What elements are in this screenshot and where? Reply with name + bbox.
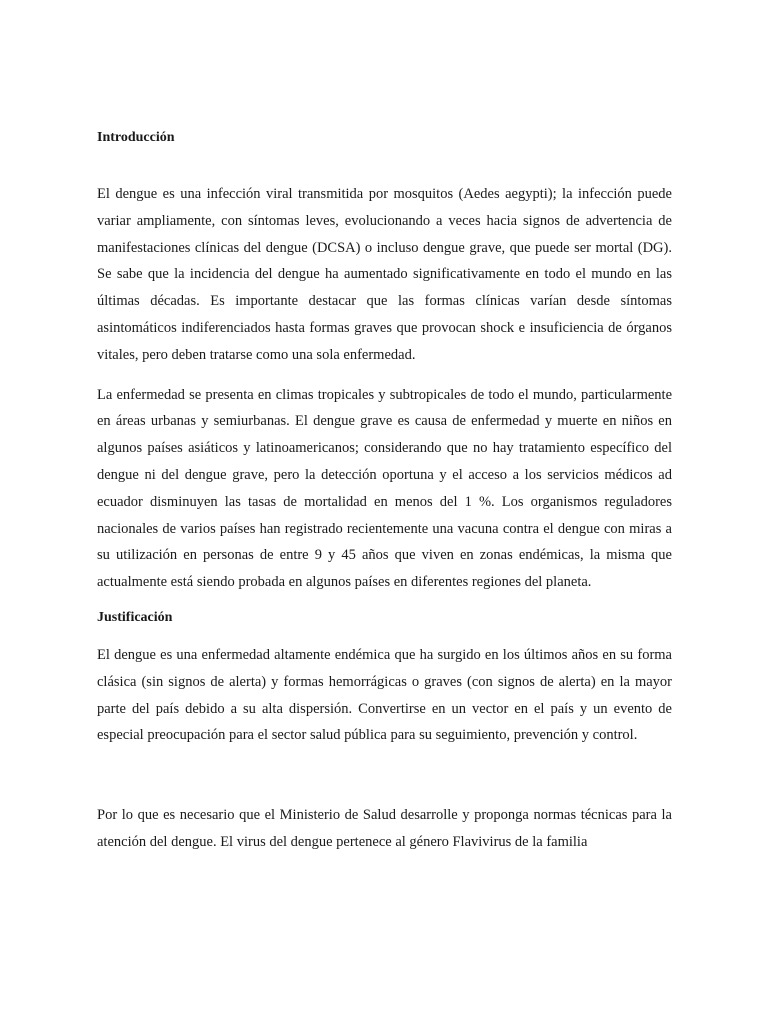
heading-justificacion: Justificación bbox=[97, 609, 173, 625]
document-body bbox=[97, 128, 672, 856]
heading-introduccion: Introducción bbox=[97, 130, 175, 145]
paragraph-intro-2: La enfermedad se presenta en climas tropicales y subtropicales de todo el mundo, particularmente en áreas urbanas y semiurbanas. El dengue grave es causa de enfermedad y muerte en niños en algunos países asiáticos y latinoamericanos; considerando que no hay tratamiento específico del dengue ni del dengue grave, pero la detección oportuna y el acceso a los servicios médicos ad ecuador disminuyen las tasas de mortalidad en menos del 1 %. Los organismos reguladores nacionales de varios países han registrado recientemente una vacuna contra el dengue con miras a su utilización en personas de entre 9 y 45 años que viven en zonas endémicas, la misma que actualmente está siendo probada en algunos países en diferentes regiones del planeta. bbox=[97, 386, 672, 591]
paragraph-justificacion-2: Por lo que es necesario que el Ministerio de Salud desarrolle y proponga normas técnicas para la atención del dengue. El virus del dengue pertenece al género Flavivirus de la familia bbox=[97, 807, 672, 850]
paragraph-justificacion-1: El dengue es una enfermedad altamente endémica que ha surgido en los últimos años en su forma clásica (sin signos de alerta) y formas hemorrágicas o graves (con signos de alerta) en la mayor parte del país debido a su alta dispersión. Convertirse en un vector en el país y un evento de especial preocupación para el sector salud pública para su seguimiento, prevención y control. bbox=[97, 646, 672, 744]
paragraph-intro-1: El dengue es una infección viral transmitida por mosquitos (Aedes aegypti); la infección puede variar ampliamente, con síntomas leves, evolucionando a veces hacia signos de advertencia de manifestaciones clínicas del dengue (DCSA) o incluso dengue grave, que puede ser mortal (DG). Se sabe que la incidencia del dengue ha aumentado significativamente en todo el mundo en las últimas décadas. Es importante destacar que las formas clínicas varían desde síntomas asintomáticos indiferenciados hasta formas graves que provocan shock e insuficiencia de órganos vitales, pero deben tratarse como una sola enfermedad. bbox=[97, 186, 672, 363]
